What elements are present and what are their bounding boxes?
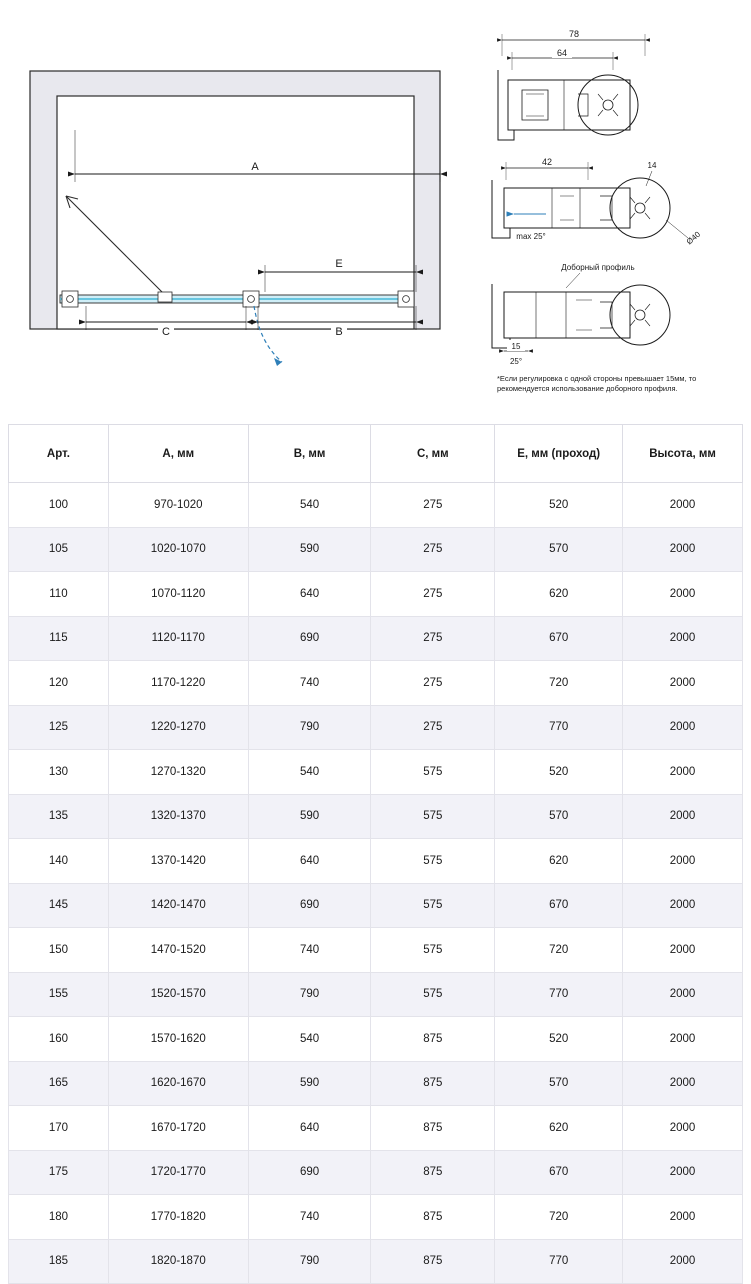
table-cell: 2000 [623,794,743,839]
table-cell: 1220-1270 [108,705,248,750]
table-cell: 140 [9,839,109,884]
table-cell: 570 [495,1061,623,1106]
table-cell: 790 [248,705,371,750]
profile-bottom-dim-15: 15 [511,342,521,351]
table-cell: 575 [371,794,495,839]
profile-top-dim-64: 64 [556,48,568,58]
table-cell: 155 [9,972,109,1017]
table-cell: 2000 [623,616,743,661]
table-row [9,483,743,528]
table-cell: 620 [495,572,623,617]
table-header-height: Высота, мм [623,425,743,483]
table-cell: 640 [248,839,371,884]
table-cell: 1520-1570 [108,972,248,1017]
table-cell: 790 [248,972,371,1017]
table-cell: 160 [9,1017,109,1062]
table-cell: 570 [495,527,623,572]
table-cell: 1170-1220 [108,661,248,706]
table-row [9,928,743,973]
profile-top-dim-78: 78 [568,29,580,39]
table-cell: 2000 [623,527,743,572]
dimension-c-label: C [162,326,170,338]
table-row [9,794,743,839]
table-cell: 540 [248,750,371,795]
table-row [9,883,743,928]
table-cell: 2000 [623,661,743,706]
table-cell: 275 [371,661,495,706]
table-row [9,1195,743,1240]
table-cell: 875 [371,1061,495,1106]
table-cell: 2000 [623,972,743,1017]
profile-section-bottom [492,263,670,366]
table-cell: 520 [495,1017,623,1062]
table-row [9,839,743,884]
footnote-text: *Если регулировка с одной стороны превышает 15мм, то рекомендуется использование доборного профиля. [497,374,697,394]
table-cell: 125 [9,705,109,750]
table-header-a: A, мм [108,425,248,483]
table-cell: 135 [9,794,109,839]
table-cell: 2000 [623,1239,743,1284]
table-row [9,1106,743,1151]
table-header-c: C, мм [371,425,495,483]
profile-section-middle [492,155,702,246]
table-cell: 770 [495,1239,623,1284]
glass-panel [60,295,414,303]
table-row [9,1239,743,1284]
table-cell: 1070-1120 [108,572,248,617]
table-body [9,483,743,1284]
table-row [9,1150,743,1195]
table-cell: 180 [9,1195,109,1240]
table-row [9,705,743,750]
profile-bottom-caption: Доборный профиль [561,263,635,272]
table-cell: 575 [371,750,495,795]
table-cell: 620 [495,839,623,884]
table-cell: 570 [495,794,623,839]
table-cell: 575 [371,928,495,973]
profile-section-top [498,27,645,140]
table-cell: 875 [371,1239,495,1284]
table-cell: 690 [248,1150,371,1195]
table-cell: 1670-1720 [108,1106,248,1151]
table-cell: 790 [248,1239,371,1284]
table-cell: 520 [495,483,623,528]
table-cell: 720 [495,1195,623,1240]
table-cell: 740 [248,661,371,706]
table-cell: 275 [371,616,495,661]
table-cell: 690 [248,883,371,928]
table-cell: 100 [9,483,109,528]
table-cell: 2000 [623,1017,743,1062]
table-cell: 275 [371,572,495,617]
profile-mid-dim-14: 14 [647,161,657,170]
table-cell: 275 [371,705,495,750]
table-cell: 2000 [623,572,743,617]
table-cell: 720 [495,928,623,973]
table-cell: 1820-1870 [108,1239,248,1284]
table-cell: 575 [371,972,495,1017]
table-cell: 185 [9,1239,109,1284]
profile-bottom-angle: 25° [509,357,523,366]
table-cell: 740 [248,928,371,973]
table-row [9,972,743,1017]
table-cell: 2000 [623,928,743,973]
table-cell: 970-1020 [108,483,248,528]
table-cell: 1370-1420 [108,839,248,884]
table-cell: 575 [371,839,495,884]
table-row [9,750,743,795]
table-cell: 690 [248,616,371,661]
table-row [9,616,743,661]
table-cell: 1620-1670 [108,1061,248,1106]
table-cell: 1320-1370 [108,794,248,839]
table-cell: 1270-1320 [108,750,248,795]
table-cell: 2000 [623,1106,743,1151]
profile-mid-dim-42: 42 [541,157,553,167]
table-row [9,1017,743,1062]
table-cell: 875 [371,1150,495,1195]
specification-table [8,424,743,1284]
table-cell: 670 [495,883,623,928]
table-cell: 165 [9,1061,109,1106]
table-cell: 275 [371,483,495,528]
front-elevation-drawing [0,0,470,420]
table-cell: 1770-1820 [108,1195,248,1240]
table-cell: 2000 [623,839,743,884]
table-row [9,572,743,617]
table-cell: 120 [9,661,109,706]
table-cell: 2000 [623,883,743,928]
table-cell: 720 [495,661,623,706]
technical-drawing-area [0,0,751,420]
table-cell: 620 [495,1106,623,1151]
table-cell: 115 [9,616,109,661]
table-cell: 2000 [623,1195,743,1240]
profile-mid-dim-d40: Ø40 [684,229,703,247]
table-cell: 590 [248,527,371,572]
table-cell: 575 [371,883,495,928]
table-cell: 2000 [623,483,743,528]
table-cell: 105 [9,527,109,572]
table-cell: 875 [371,1195,495,1240]
table-header-b: B, мм [248,425,371,483]
table-cell: 2000 [623,1150,743,1195]
table-cell: 2000 [623,1061,743,1106]
table-cell: 175 [9,1150,109,1195]
table-cell: 2000 [623,750,743,795]
table-cell: 540 [248,1017,371,1062]
profile-mid-max-angle: max 25° [516,232,546,241]
profile-sections-drawing [480,8,750,388]
table-head [9,425,743,483]
table-cell: 1720-1770 [108,1150,248,1195]
specification-table-wrapper [8,424,743,1284]
table-cell: 590 [248,794,371,839]
table-cell: 640 [248,1106,371,1151]
table-cell: 110 [9,572,109,617]
table-cell: 740 [248,1195,371,1240]
table-cell: 1120-1170 [108,616,248,661]
table-cell: 875 [371,1106,495,1151]
dimension-b-label: B [335,326,343,338]
table-cell: 1020-1070 [108,527,248,572]
table-row [9,527,743,572]
table-cell: 1570-1620 [108,1017,248,1062]
table-cell: 1420-1470 [108,883,248,928]
enclosure-frame [30,71,440,329]
table-cell: 670 [495,1150,623,1195]
table-cell: 275 [371,527,495,572]
table-cell: 150 [9,928,109,973]
table-cell: 590 [248,1061,371,1106]
table-row [9,661,743,706]
dimension-e-label: E [335,258,343,270]
table-cell: 170 [9,1106,109,1151]
table-cell: 540 [248,483,371,528]
table-cell: 770 [495,972,623,1017]
table-header-row [9,425,743,483]
table-cell: 875 [371,1017,495,1062]
table-row [9,1061,743,1106]
table-cell: 145 [9,883,109,928]
table-header-art: Арт. [9,425,109,483]
table-cell: 640 [248,572,371,617]
table-cell: 520 [495,750,623,795]
table-cell: 2000 [623,705,743,750]
table-cell: 770 [495,705,623,750]
table-header-e: E, мм (проход) [495,425,623,483]
dimension-a-label: A [251,161,259,173]
table-cell: 670 [495,616,623,661]
table-cell: 130 [9,750,109,795]
table-cell: 1470-1520 [108,928,248,973]
